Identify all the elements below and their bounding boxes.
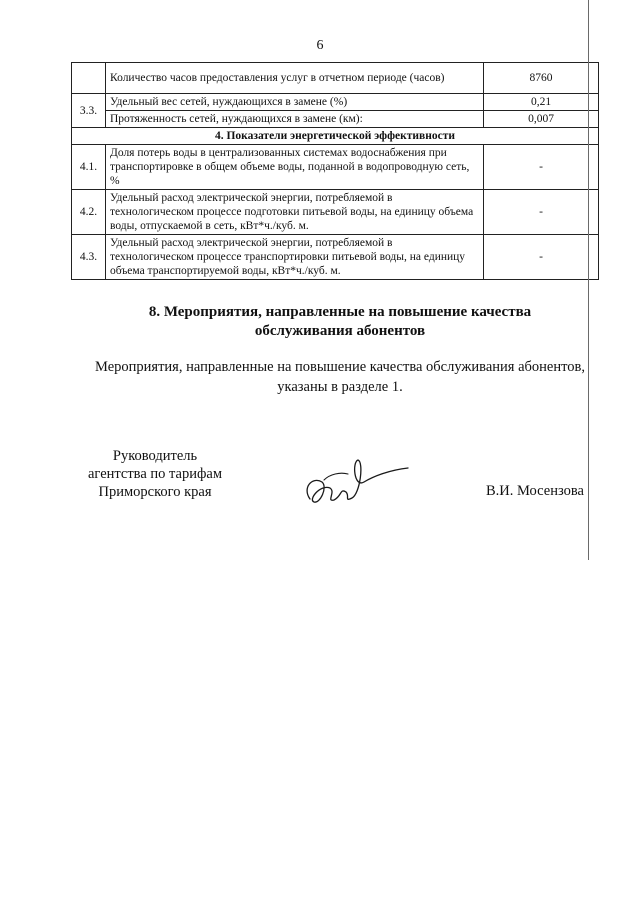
row-number: 4.1. (72, 145, 106, 190)
section-title: 4. Показатели энергетической эффективности (72, 128, 599, 145)
table-row (72, 63, 599, 94)
row-value: 0,21 (484, 94, 599, 111)
indicators-table (71, 62, 599, 280)
row-value: 8760 (484, 63, 599, 94)
row-number: 3.3. (72, 94, 106, 128)
row-value: - (484, 190, 599, 235)
signatory-title (70, 447, 240, 501)
signatory-name: В.И. Мосензова (486, 483, 584, 499)
table-row (72, 235, 599, 280)
heading-line: 8. Мероприятия, направленные на повышение качества (148, 304, 532, 320)
row-text: Удельный расход электрической энергии, потребляемой в технологическом процессе подготовки питьевой воды, на единицу объема воды, отпускаемой в сеть, кВт*ч./куб. м. (106, 190, 484, 235)
row-value: - (484, 145, 599, 190)
row-text: Удельный вес сетей, нуждающихся в замене (%) (106, 94, 484, 111)
scan-edge-line (588, 0, 589, 560)
title-line: Приморского края (98, 484, 212, 500)
paragraph-line: Мероприятия, направленные на повышение качества обслуживания абонентов, (95, 359, 585, 375)
section-row (72, 128, 599, 145)
table-row (72, 111, 599, 128)
title-line: Руководитель (112, 448, 198, 464)
section-heading (60, 303, 620, 341)
row-text: Протяженность сетей, нуждающихся в замене (км): (106, 111, 484, 128)
row-number: 4.2. (72, 190, 106, 235)
table-row (72, 94, 599, 111)
row-text: Количество часов предоставления услуг в отчетном периоде (часов) (106, 63, 484, 94)
page-number: 6 (316, 38, 324, 53)
row-text: Доля потерь воды в централизованных системах водоснабжения при транспортировке в общем объеме воды, поданной в водопроводную сеть, % (106, 145, 484, 190)
handwritten-signature (294, 452, 414, 512)
row-number (72, 63, 106, 94)
row-value: - (484, 235, 599, 280)
paragraph-line: указаны в разделе 1. (277, 379, 403, 395)
table-row (72, 190, 599, 235)
heading-line: обслуживания абонентов (254, 323, 426, 339)
table-row (72, 145, 599, 190)
section-paragraph (50, 357, 630, 397)
row-number: 4.3. (72, 235, 106, 280)
row-value: 0,007 (484, 111, 599, 128)
row-text: Удельный расход электрической энергии, потребляемой в технологическом процессе транспортировки питьевой воды, на единицу объема транспортируемой воды, кВт*ч./куб. м. (106, 235, 484, 280)
title-line: агентства по тарифам (88, 466, 222, 482)
